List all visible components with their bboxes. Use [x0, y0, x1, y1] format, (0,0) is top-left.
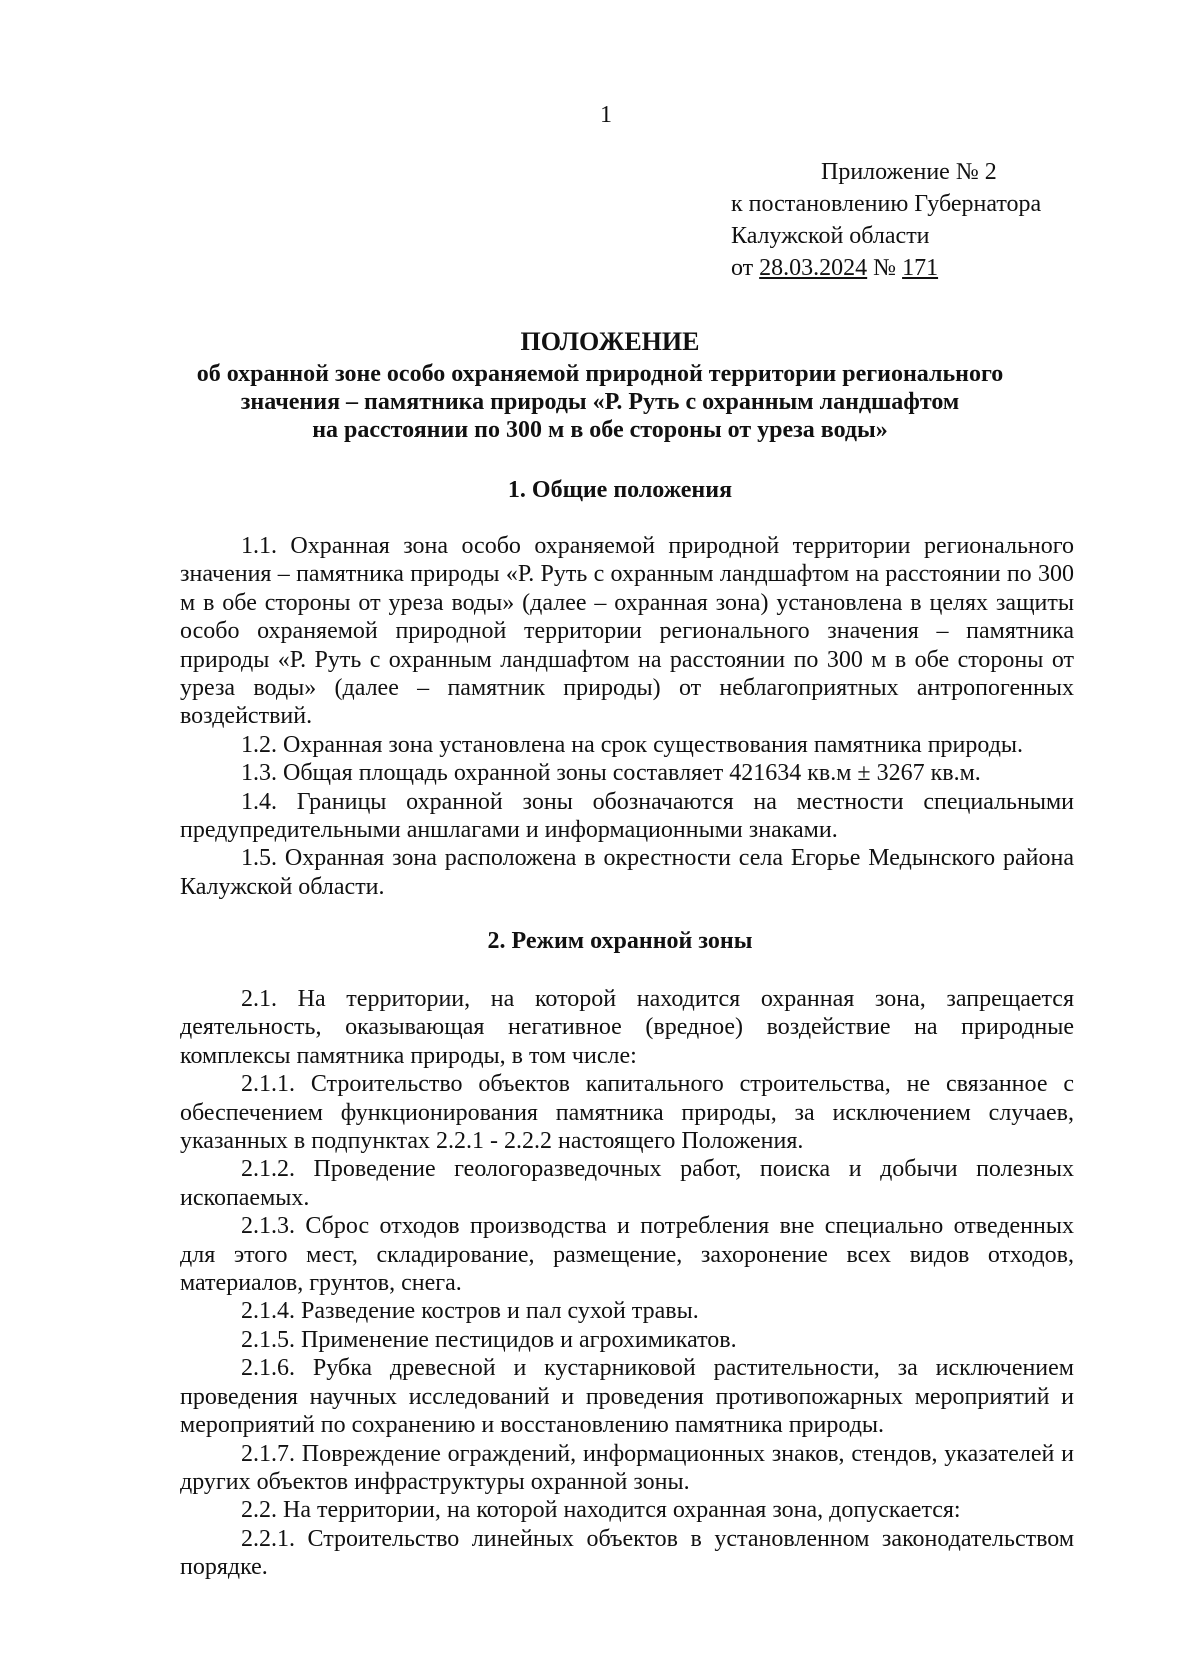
document-subtitle-line-3: на расстоянии по 300 м в обе стороны от уреза воды» — [312, 417, 888, 443]
paragraph-1-4: 1.4. Границы охранной зоны обозначаются на местности специальными предупредительными аншлагами и информационными знаками. — [180, 788, 1074, 844]
document-title: ПОЛОЖЕНИЕ — [520, 327, 700, 356]
paragraph-1-5: 1.5. Охранная зона расположена в окрестности села Егорье Медынского района Калужской области. — [180, 845, 1074, 900]
number-prefix: № — [867, 255, 903, 281]
paragraph-1-3: 1.3. Общая площадь охранной зоны составляет 421634 кв.м ± 3267 кв.м. — [241, 760, 981, 787]
appendix-date-line — [731, 252, 1041, 284]
paragraph-2-1-2: 2.1.2. Проведение геологоразведочных работ, поиска и добычи полезных ископаемых. — [180, 1156, 1074, 1211]
section-1-body — [180, 532, 1074, 901]
date-prefix: от — [731, 255, 760, 281]
appendix-title: Приложение № 2 — [821, 159, 997, 185]
document-title-block — [0, 328, 1200, 444]
decree-number: 171 — [902, 255, 939, 281]
appendix-decree-line: к постановлению Губернатора — [731, 191, 1042, 217]
paragraph-2-1-6: 2.1.6. Рубка древесной и кустарниковой растительности, за исключением проведения научных исследований и проведения противопожарных мероприятий и мероприятий по сохранению и восстановлению памятника природы. — [180, 1355, 1074, 1439]
decree-date: 28.03.2024 — [759, 255, 868, 281]
paragraph-2-1-1: 2.1.1. Строительство объектов капитального строительства, не связанное с обеспечением функционирования памятника природы, за исключением случаев, указанных в подпунктах 2.2.1 - 2.2.2 настоящего Положения. — [180, 1071, 1074, 1155]
paragraph-2-1-5: 2.1.5. Применение пестицидов и агрохимикатов. — [241, 1326, 737, 1353]
document-subtitle-line-2: значения – памятника природы «Р. Руть с охранным ландшафтом — [240, 389, 960, 415]
appendix-block — [731, 156, 1041, 284]
paragraph-2-2: 2.2. На территории, на которой находится охранная зона, допускается: — [241, 1497, 961, 1524]
appendix-region-line: Калужской области — [731, 223, 930, 249]
paragraph-2-2-1: 2.2.1. Строительство линейных объектов в установленном законодательством порядке. — [180, 1525, 1074, 1581]
paragraph-1-2: 1.2. Охранная зона установлена на срок существования памятника природы. — [241, 731, 1024, 758]
paragraph-2-1: 2.1. На территории, на которой находится охранная зона, запрещается деятельность, оказывающая негативное (вредное) воздействие на природные комплексы памятника природы, в том числе: — [180, 986, 1074, 1069]
section-2-body — [180, 985, 1074, 1582]
document-subtitle-line-1: об охранной зоне особо охраняемой природной территории регионального — [196, 361, 1004, 387]
paragraph-2-1-4: 2.1.4. Разведение костров и пал сухой травы. — [241, 1298, 699, 1325]
section-2-heading: 2. Режим охранной зоны — [487, 928, 753, 954]
paragraph-2-1-3: 2.1.3. Сброс отходов производства и потребления вне специально отведенных для этого мест, складирование, размещение, захоронение всех видов отходов, материалов, грунтов, снега. — [180, 1213, 1074, 1297]
section-1-heading: 1. Общие положения — [507, 477, 733, 503]
paragraph-2-1-7: 2.1.7. Повреждение ограждений, информационных знаков, стендов, указателей и других объектов инфраструктуры охранной зоны. — [180, 1440, 1074, 1495]
page-number: 1 — [600, 102, 612, 128]
paragraph-1-1: 1.1. Охранная зона особо охраняемой природной территории регионального значения – памятника природы «Р. Руть с охранным ландшафтом на расстоянии по 300 м в обе стороны от уреза воды» (далее – охранная зона) установлена в целях защиты особо охраняемой природной территории регионального значения – памятника природы «Р. Руть с охранным ландшафтом на расстоянии по 300 м в обе стороны от уреза воды» (далее – памятник природы) от неблагоприятных антропогенных воздействий. — [180, 533, 1074, 730]
